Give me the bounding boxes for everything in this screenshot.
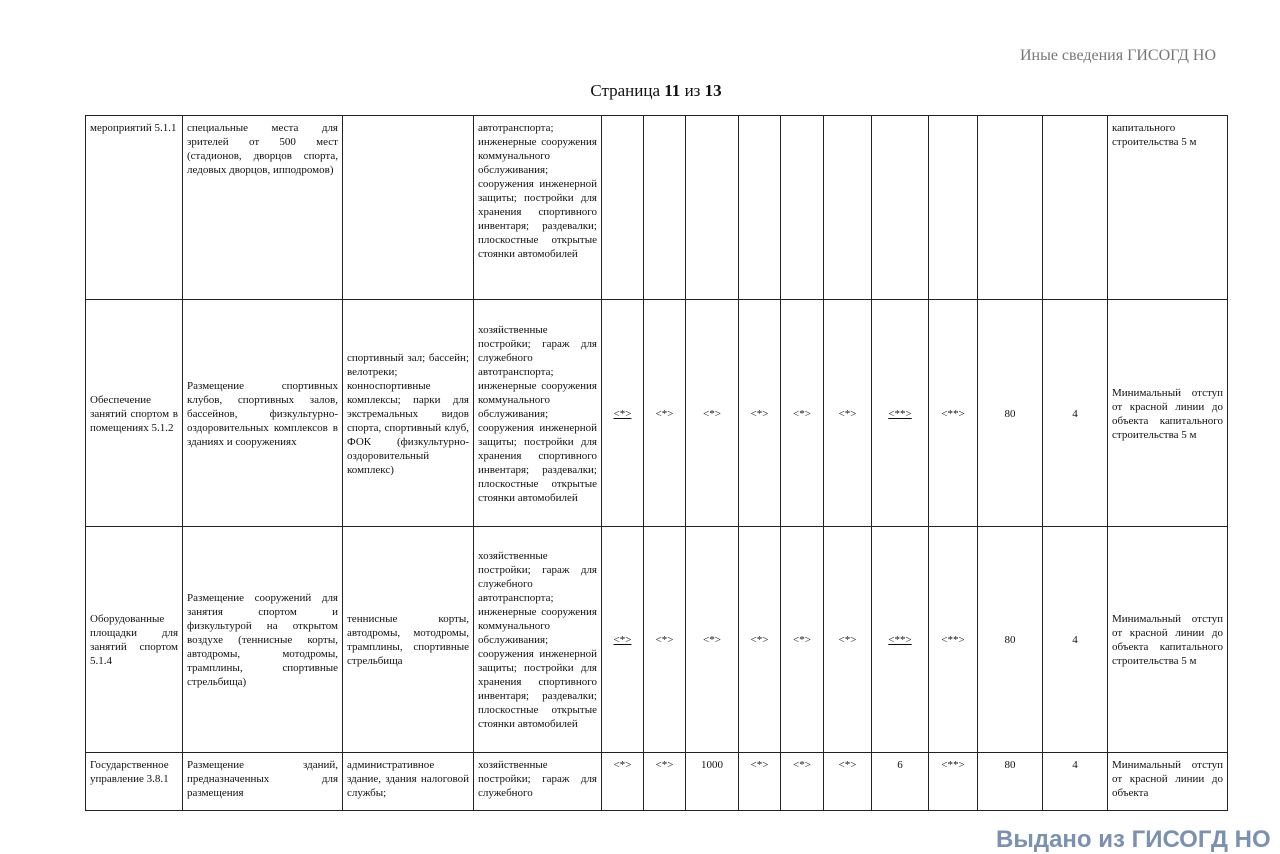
cell-param-10: 4 bbox=[1043, 753, 1108, 811]
cell-param-8: <**> bbox=[929, 753, 978, 811]
cell-setback: Минимальный отступ от красной линии до объекта капитального строительства 5 м bbox=[1108, 300, 1228, 527]
cell-aux-objects: хозяйственные постройки; гараж для служебного автотранспорта; инженерные сооружения коммунального обслуживания; сооружения инженерной защиты; постройки для хранения спортивного инвентаря; раздевалки; плоскостные открытые стоянки автомобилей bbox=[474, 527, 602, 753]
page-current: 11 bbox=[664, 81, 681, 100]
param-link[interactable]: <*> bbox=[613, 634, 632, 646]
cell-setback: Минимальный отступ от красной линии до объекта bbox=[1108, 753, 1228, 811]
zoning-table bbox=[85, 115, 1228, 811]
issued-watermark: Выдано из ГИСОГД НО bbox=[996, 826, 1271, 853]
table-row bbox=[86, 300, 1228, 527]
cell-param-10: 4 bbox=[1043, 527, 1108, 753]
param-link[interactable]: <**> bbox=[888, 407, 912, 420]
cell-description: Размещение зданий, предназначенных для размещения bbox=[183, 753, 343, 811]
cell-param-2: <*> bbox=[644, 527, 686, 753]
cell-description: Размещение спортивных клубов, спортивных залов, бассейнов, физкультурно-оздоровительных комплексов в зданиях и сооружениях bbox=[183, 300, 343, 527]
cell-description: Размещение сооружений для занятия спортом и физкультурой на открытом воздухе (теннисные корты, автодромы, мотодромы, трамплины, спортивные стрельбища) bbox=[183, 527, 343, 753]
cell-param-9: 80 bbox=[978, 527, 1043, 753]
cell-param-9: 80 bbox=[978, 753, 1043, 811]
cell-param-5 bbox=[781, 116, 824, 300]
cell-main-objects bbox=[343, 116, 474, 300]
registry-title: Иные сведения ГИСОГД НО bbox=[1019, 47, 1216, 64]
cell-use-name: Государственное управление 3.8.1 bbox=[86, 753, 183, 811]
cell-main-objects: спортивный зал; бассейн; велотреки; конноспортивные комплексы; парки для экстремальных видов спорта, спортивный клуб, ФОК (физкультурно-оздоровительный комплекс) bbox=[343, 300, 474, 527]
cell-use-name: Обеспечение занятий спортом в помещениях 5.1.2 bbox=[86, 300, 183, 527]
table-row bbox=[86, 527, 1228, 753]
cell-aux-objects: автотранспорта; инженерные сооружения коммунального обслуживания; сооружения инженерной защиты; постройки для хранения спортивного инвентаря; раздевалки; плоскостные открытые стоянки автомобилей bbox=[474, 116, 602, 300]
table-row bbox=[86, 116, 1228, 300]
cell-param-10 bbox=[1043, 116, 1108, 300]
cell-param-6: <*> bbox=[824, 753, 872, 811]
cell-param-3: 1000 bbox=[686, 753, 739, 811]
page-number bbox=[0, 81, 1280, 101]
cell-param-10: 4 bbox=[1043, 300, 1108, 527]
cell-param-5: <*> bbox=[781, 753, 824, 811]
cell-param-4: <*> bbox=[739, 753, 781, 811]
cell-param-3 bbox=[686, 116, 739, 300]
cell-param-6: <*> bbox=[824, 527, 872, 753]
cell-param-6 bbox=[824, 116, 872, 300]
cell-param-1: <*> bbox=[602, 753, 644, 811]
cell-use-name: мероприятий 5.1.1 bbox=[86, 116, 183, 300]
cell-param-1 bbox=[602, 116, 644, 300]
cell-param-7: 6 bbox=[872, 753, 929, 811]
cell-param-1 bbox=[602, 527, 644, 753]
page-word: Страница bbox=[590, 81, 660, 100]
cell-param-3: <*> bbox=[686, 300, 739, 527]
cell-param-9 bbox=[978, 116, 1043, 300]
cell-param-5: <*> bbox=[781, 527, 824, 753]
param-link[interactable]: <**> bbox=[888, 634, 912, 646]
cell-param-6: <*> bbox=[824, 300, 872, 527]
table-row bbox=[86, 753, 1228, 811]
page-of: из bbox=[684, 81, 701, 100]
cell-param-4: <*> bbox=[739, 300, 781, 527]
cell-param-2: <*> bbox=[644, 753, 686, 811]
cell-setback: Минимальный отступ от красной линии до объекта капитального строительства 5 м bbox=[1108, 527, 1228, 753]
page-total: 13 bbox=[704, 81, 722, 100]
cell-main-objects: теннисные корты, автодромы, мотодромы, трамплины, спортивные стрельбища bbox=[343, 527, 474, 753]
cell-aux-objects: хозяйственные постройки; гараж для служебного автотранспорта; инженерные сооружения коммунального обслуживания; сооружения инженерной защиты; постройки для хранения спортивного инвентаря; раздевалки; плоскостные открытые стоянки автомобилей bbox=[474, 300, 602, 527]
cell-param-7 bbox=[872, 116, 929, 300]
cell-use-name: Оборудованные площадки для занятий спортом 5.1.4 bbox=[86, 527, 183, 753]
cell-setback: капитального строительства 5 м bbox=[1108, 116, 1228, 300]
cell-param-8 bbox=[929, 116, 978, 300]
cell-param-5: <*> bbox=[781, 300, 824, 527]
cell-param-9: 80 bbox=[978, 300, 1043, 527]
cell-param-4: <*> bbox=[739, 527, 781, 753]
cell-param-7 bbox=[872, 527, 929, 753]
param-link[interactable]: <*> bbox=[613, 407, 632, 420]
cell-param-3: <*> bbox=[686, 527, 739, 753]
cell-param-2: <*> bbox=[644, 300, 686, 527]
cell-param-1 bbox=[602, 300, 644, 527]
cell-param-8: <**> bbox=[929, 527, 978, 753]
cell-aux-objects: хозяйственные постройки; гараж для служебного bbox=[474, 753, 602, 811]
cell-main-objects: административное здание, здания налоговой службы; bbox=[343, 753, 474, 811]
cell-param-2 bbox=[644, 116, 686, 300]
cell-param-4 bbox=[739, 116, 781, 300]
cell-description: специальные места для зрителей от 500 мест (стадионов, дворцов спорта, ледовых дворцов, ипподромов) bbox=[183, 116, 343, 300]
cell-param-8: <**> bbox=[929, 300, 978, 527]
cell-param-7 bbox=[872, 300, 929, 527]
